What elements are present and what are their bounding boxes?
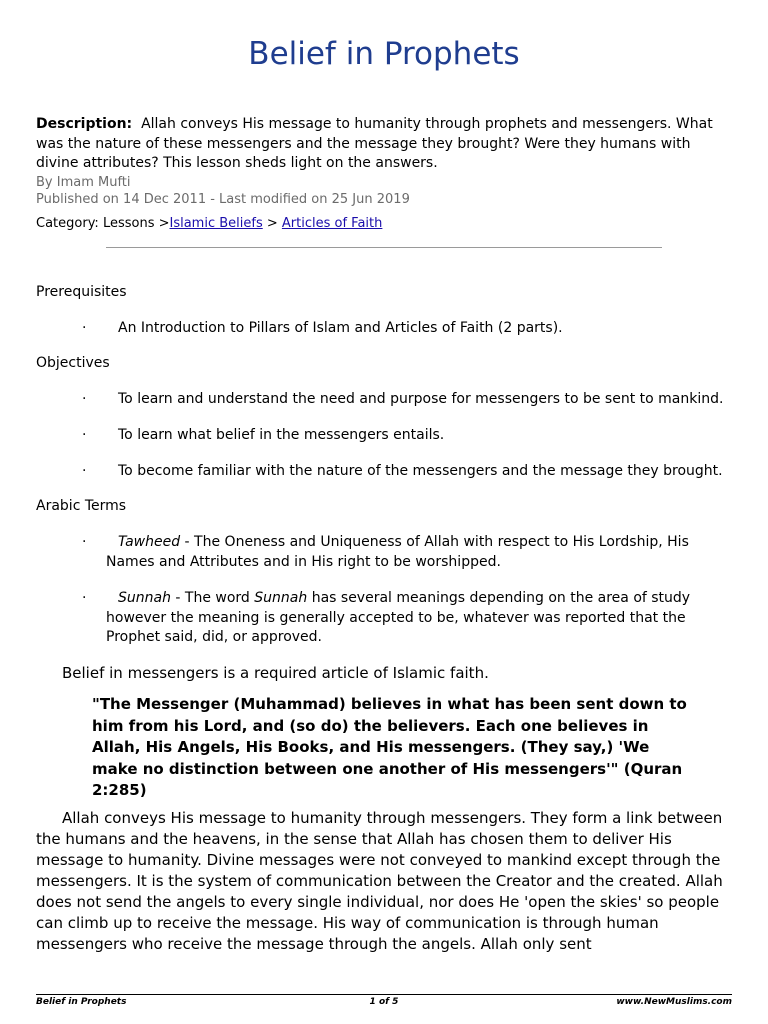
bullet-icon: · — [82, 590, 87, 606]
header-divider — [106, 247, 662, 248]
description-text: Allah conveys His message to humanity through prophets and messengers. What was the nature of these messengers and the message they brought? Were they humans with divine attributes? This lesson sheds light on the answers. — [36, 116, 713, 171]
term-body — [106, 533, 722, 572]
body-paragraph: Allah conveys His message to humanity through messengers. They form a link between the humans and the heavens, in the sense that Allah has chosen them to deliver His message to humanity. Divine messages were not conveyed to mankind except through the messengers. It is the system of communication between the Creator and the created. Allah does not send the angels to every single individual, nor does He 'open the skies' so people can climb up to receive the message. His way of communication is through human messengers who receive the message through the angels. Allah only sent — [36, 809, 723, 953]
term-definition: - The Oneness and Uniqueness of Allah with respect to His Lordship, His Names and Attributes and in His right to be worshipped. — [106, 534, 689, 570]
bullet-icon: · — [82, 391, 87, 407]
category-prefix: Category: Lessons > — [36, 216, 170, 231]
term-definition-part: - The word — [170, 590, 255, 606]
description — [36, 115, 736, 174]
objective-text: To become familiar with the nature of the messengers and the message they brought. — [118, 463, 723, 479]
objectives-heading: Objectives — [36, 355, 110, 371]
description-label: Description: — [36, 116, 133, 132]
term-name: Tawheed — [118, 534, 181, 550]
page-title: Belief in Prophets — [248, 36, 520, 72]
prerequisite-text: An Introduction to Pillars of Islam and Articles of Faith (2 parts). — [118, 320, 563, 336]
term-name: Sunnah — [118, 590, 171, 606]
bullet-icon: · — [82, 427, 87, 443]
objective-text: To learn what belief in the messengers entails. — [118, 427, 445, 443]
category-breadcrumb — [36, 216, 382, 231]
published-date: Published on 14 Dec 2011 - Last modified on 25 Jun 2019 — [36, 192, 410, 207]
quran-quote: "The Messenger (Muhammad) believes in what has been sent down to him from his Lord, and (so do) the believers. Each one believes in Allah, His Angels, His Books, and His messengers. (They say,) 'We make no distinction between one another of His messengers'" (Quran 2:285) — [92, 695, 687, 799]
author: By Imam Mufti — [36, 175, 131, 190]
category-separator: > — [262, 216, 282, 231]
term-definition-part: has several meanings depending on the area of study however the meaning is generally accepted to be, whatever was reported that the Prophet said, did, or approved. — [106, 590, 691, 645]
footer-website: www.NewMuslims.com — [616, 997, 732, 1007]
prerequisites-heading: Prerequisites — [36, 284, 127, 300]
arabic-terms-heading: Arabic Terms — [36, 498, 127, 514]
bullet-icon: · — [82, 463, 87, 479]
objective-text: To learn and understand the need and purpose for messengers to be sent to mankind. — [118, 391, 724, 407]
term-body — [106, 589, 722, 648]
footer-title: Belief in Prophets — [36, 997, 127, 1007]
articles-of-faith-link[interactable]: Articles of Faith — [281, 216, 383, 231]
bullet-icon: · — [82, 320, 87, 336]
term-inline: Sunnah — [254, 590, 308, 606]
islamic-beliefs-link[interactable]: Islamic Beliefs — [169, 216, 263, 231]
bullet-icon: · — [82, 534, 87, 550]
footer-divider — [36, 994, 732, 995]
footer-page-number: 1 of 5 — [369, 997, 399, 1007]
term-item-tawheed — [82, 533, 722, 572]
intro-sentence: Belief in messengers is a required article of Islamic faith. — [62, 664, 489, 682]
term-item-sunnah — [82, 589, 722, 648]
